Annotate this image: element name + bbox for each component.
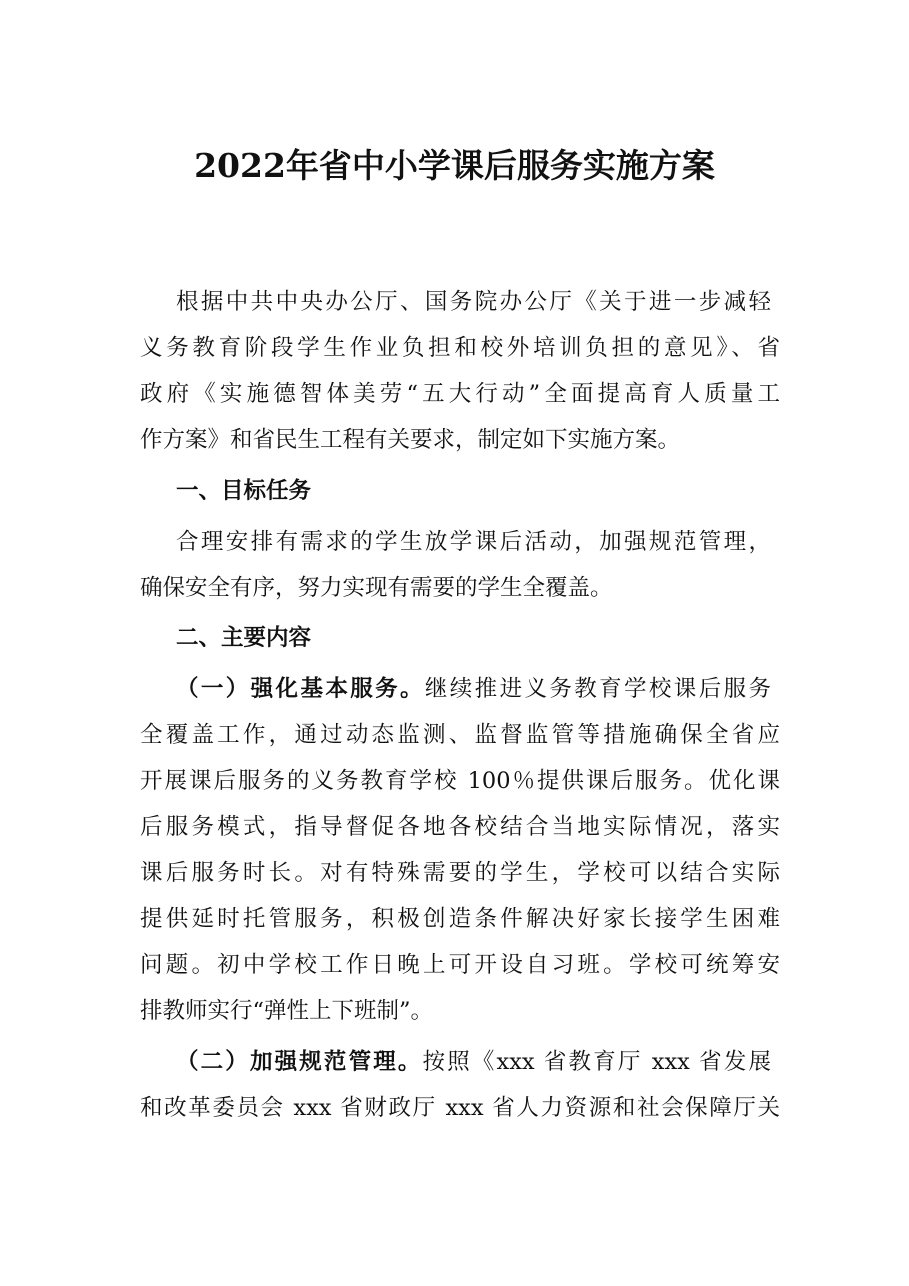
item1-lead: （一）强化基本服务。 [176, 676, 425, 702]
item1-line-7: 问题。初中学校工作日晚上可开设自习班。学校可统筹安 [140, 952, 780, 978]
intro-line-2: 义务教育阶段学生作业负担和校外培训负担的意见》、省 [140, 335, 780, 361]
intro-line-1: 根据中共中央办公厅、国务院办公厅《关于进一步减轻 [176, 289, 771, 315]
section1-line-1: 合理安排有需求的学生放学课后活动，加强规范管理， [176, 529, 771, 555]
item2-lead: （二）加强规范管理。 [176, 1049, 423, 1075]
item1-line-2: 全覆盖工作，通过动态监测、监督监管等措施确保全省应 [140, 722, 780, 748]
document-title: 2022年省中小学课后服务实施方案 [194, 146, 715, 185]
intro-line-3: 政府《实施德智体美劳“五大行动”全面提高育人质量工 [140, 381, 780, 407]
item2-first-rest: 按照《xxx 省教育厅 xxx 省发展 [422, 1049, 771, 1075]
item2-line-2: 和改革委员会 xxx 省财政厅 xxx 省人力资源和社会保障厅关 [140, 1095, 780, 1121]
item1-line-3: 开展课后服务的义务教育学校 100％提供课后服务。优化课 [140, 768, 780, 794]
section1-line-2: 确保安全有序，努力实现有需要的学生全覆盖。 [140, 575, 613, 601]
section2-heading: 二、主要内容 [176, 625, 312, 651]
item1-line-5: 课后服务时长。对有特殊需要的学生，学校可以结合实际 [140, 860, 780, 886]
intro-line-4: 作方案》和省民生工程有关要求，制定如下实施方案。 [140, 427, 681, 453]
item1-line-4: 后服务模式，指导督促各地各校结合当地实际情况，落实 [140, 814, 780, 840]
section1-heading: 一、目标任务 [176, 478, 312, 504]
item1-first-line [176, 674, 771, 704]
item1-line-8: 排教师实行“弹性上下班制”。 [140, 998, 434, 1024]
item2-first-line [176, 1047, 771, 1077]
item1-line-6: 提供延时托管服务，积极创造条件解决好家长接学生困难 [140, 906, 780, 932]
item1-first-rest: 继续推进义务教育学校课后服务 [424, 676, 771, 702]
